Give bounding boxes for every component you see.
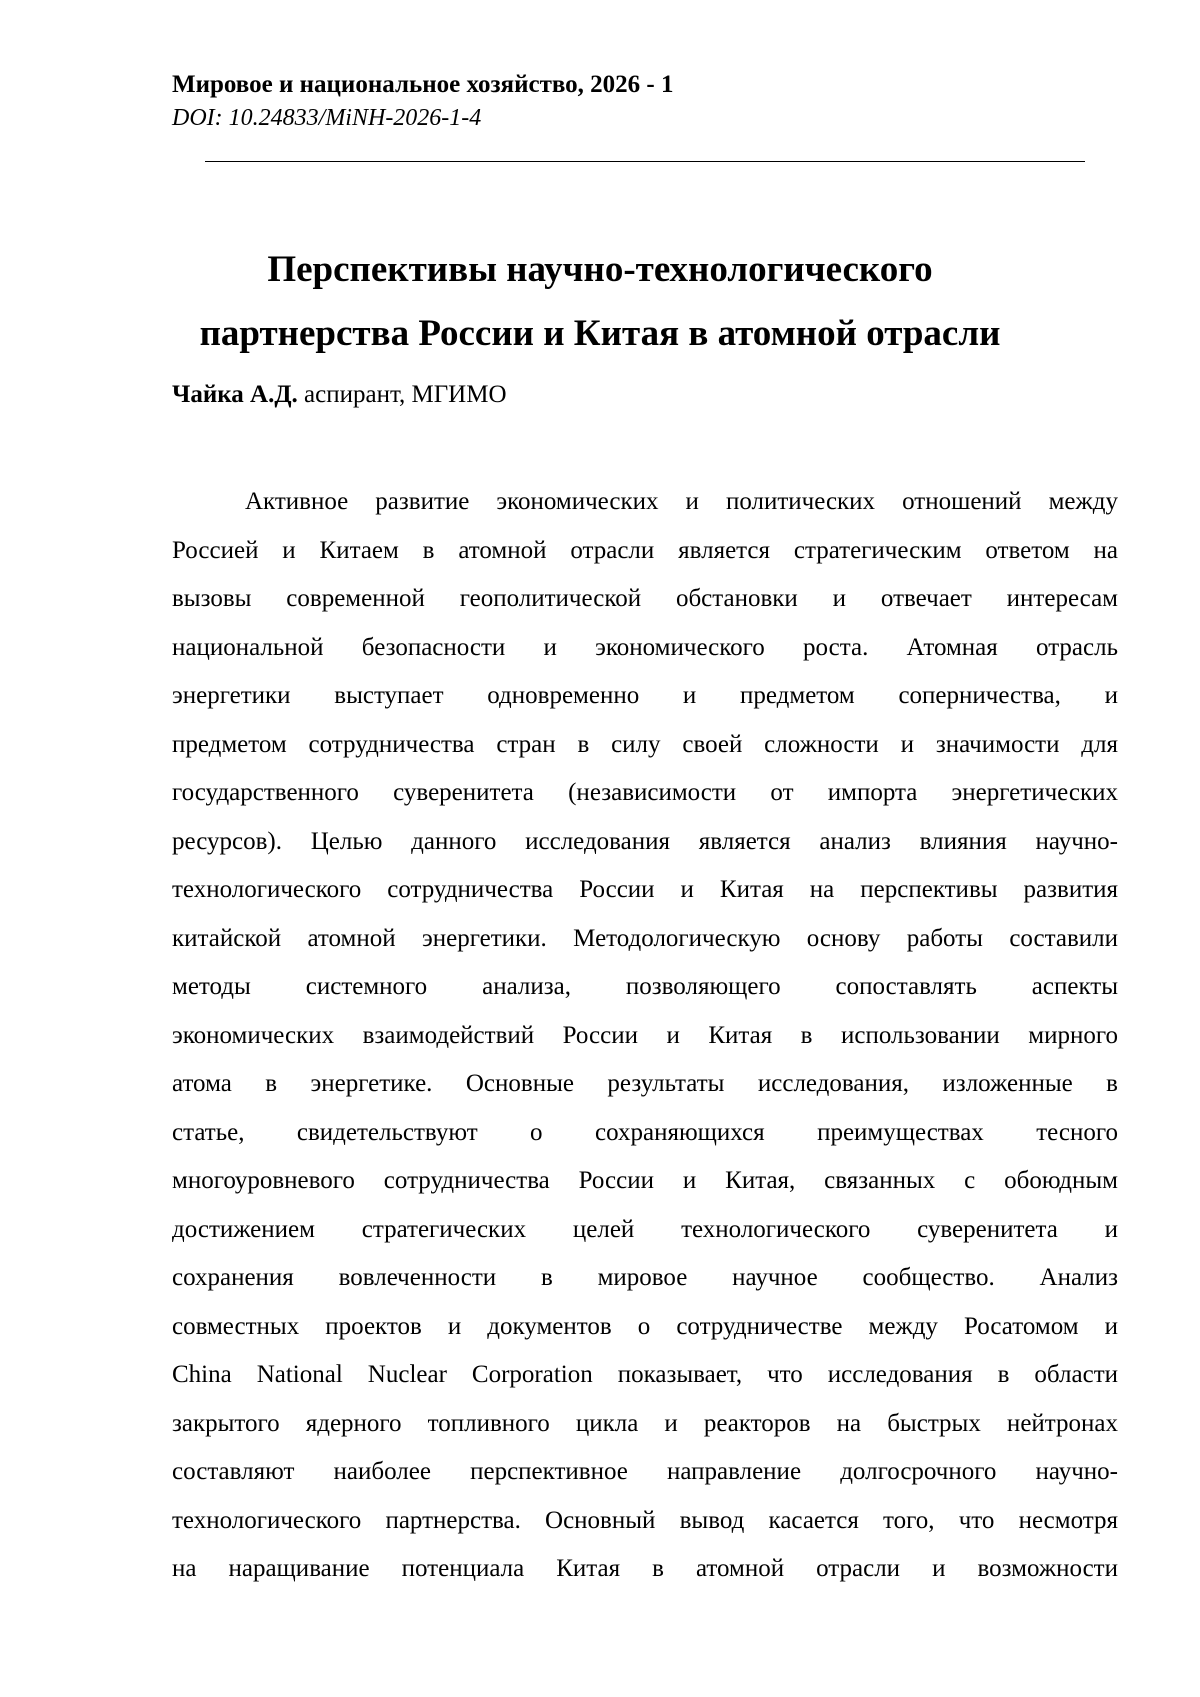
abstract-line: государственного суверенитета (независимости от импорта энергетических	[172, 779, 1118, 806]
author-name: Чайка А.Д.	[172, 381, 298, 408]
article-title	[100, 238, 1100, 366]
author-affiliation: аспирант, МГИМО	[297, 381, 507, 408]
abstract-line: составляют наиболее перспективное направление долгосрочного научно-	[172, 1458, 1118, 1485]
abstract-line: атома в энергетике. Основные результаты исследования, изложенные в	[172, 1070, 1118, 1097]
abstract-line: совместных проектов и документов о сотрудничестве между Росатомом и	[172, 1312, 1118, 1340]
abstract-line: статье, свидетельствуют о сохраняющихся преимуществах тесного	[172, 1118, 1118, 1146]
abstract-line: Россией и Китаем в атомной отрасли является стратегическим ответом на	[172, 536, 1118, 564]
abstract-line: достижением стратегических целей технологического суверенитета и	[172, 1215, 1118, 1243]
abstract-line: на наращивание потенциала Китая в атомной отрасли и возможности	[172, 1555, 1118, 1582]
journal-title: Мировое и национальное хозяйство, 2026 - 1	[172, 71, 674, 98]
abstract-line: ресурсов). Целью данного исследования является анализ влияния научно-	[172, 827, 1118, 855]
abstract-line: экономических взаимодействий России и Китая в использовании мирного	[172, 1021, 1118, 1049]
abstract-line: многоуровневого сотрудничества России и Китая, связанных с обоюдным	[172, 1167, 1118, 1194]
title-line: Перспективы научно-технологического	[267, 249, 933, 290]
abstract-line: технологического сотрудничества России и Китая на перспективы развития	[172, 876, 1118, 903]
doi-line: DOI: 10.24833/MiNH-2026-1-4	[172, 105, 482, 131]
abstract-line: China National Nuclear Corporation показывает, что исследования в области	[172, 1361, 1118, 1388]
header-divider	[205, 161, 1085, 162]
abstract-paragraph	[172, 478, 1118, 1594]
author-line	[172, 380, 507, 410]
abstract-line: китайской атомной энергетики. Методологическую основу работы составили	[172, 924, 1118, 952]
abstract-line: энергетики выступает одновременно и предметом соперничества, и	[172, 682, 1118, 709]
abstract-line: сохранения вовлеченности в мировое научное сообщество. Анализ	[172, 1264, 1118, 1291]
abstract-line: предметом сотрудничества стран в силу своей сложности и значимости для	[172, 730, 1118, 758]
abstract-line: технологического партнерства. Основный вывод касается того, что несмотря	[172, 1506, 1118, 1534]
abstract-line: закрытого ядерного топливного цикла и реакторов на быстрых нейтронах	[172, 1409, 1118, 1437]
abstract-line: вызовы современной геополитической обстановки и отвечает интересам	[172, 585, 1118, 612]
abstract-line: Активное развитие экономических и политических отношений между	[245, 488, 1118, 515]
title-line: партнерства России и Китая в атомной отрасли	[199, 313, 1001, 354]
abstract-line: методы системного анализа, позволяющего сопоставлять аспекты	[172, 973, 1118, 1000]
abstract-line: национальной безопасности и экономического роста. Атомная отрасль	[172, 633, 1118, 661]
